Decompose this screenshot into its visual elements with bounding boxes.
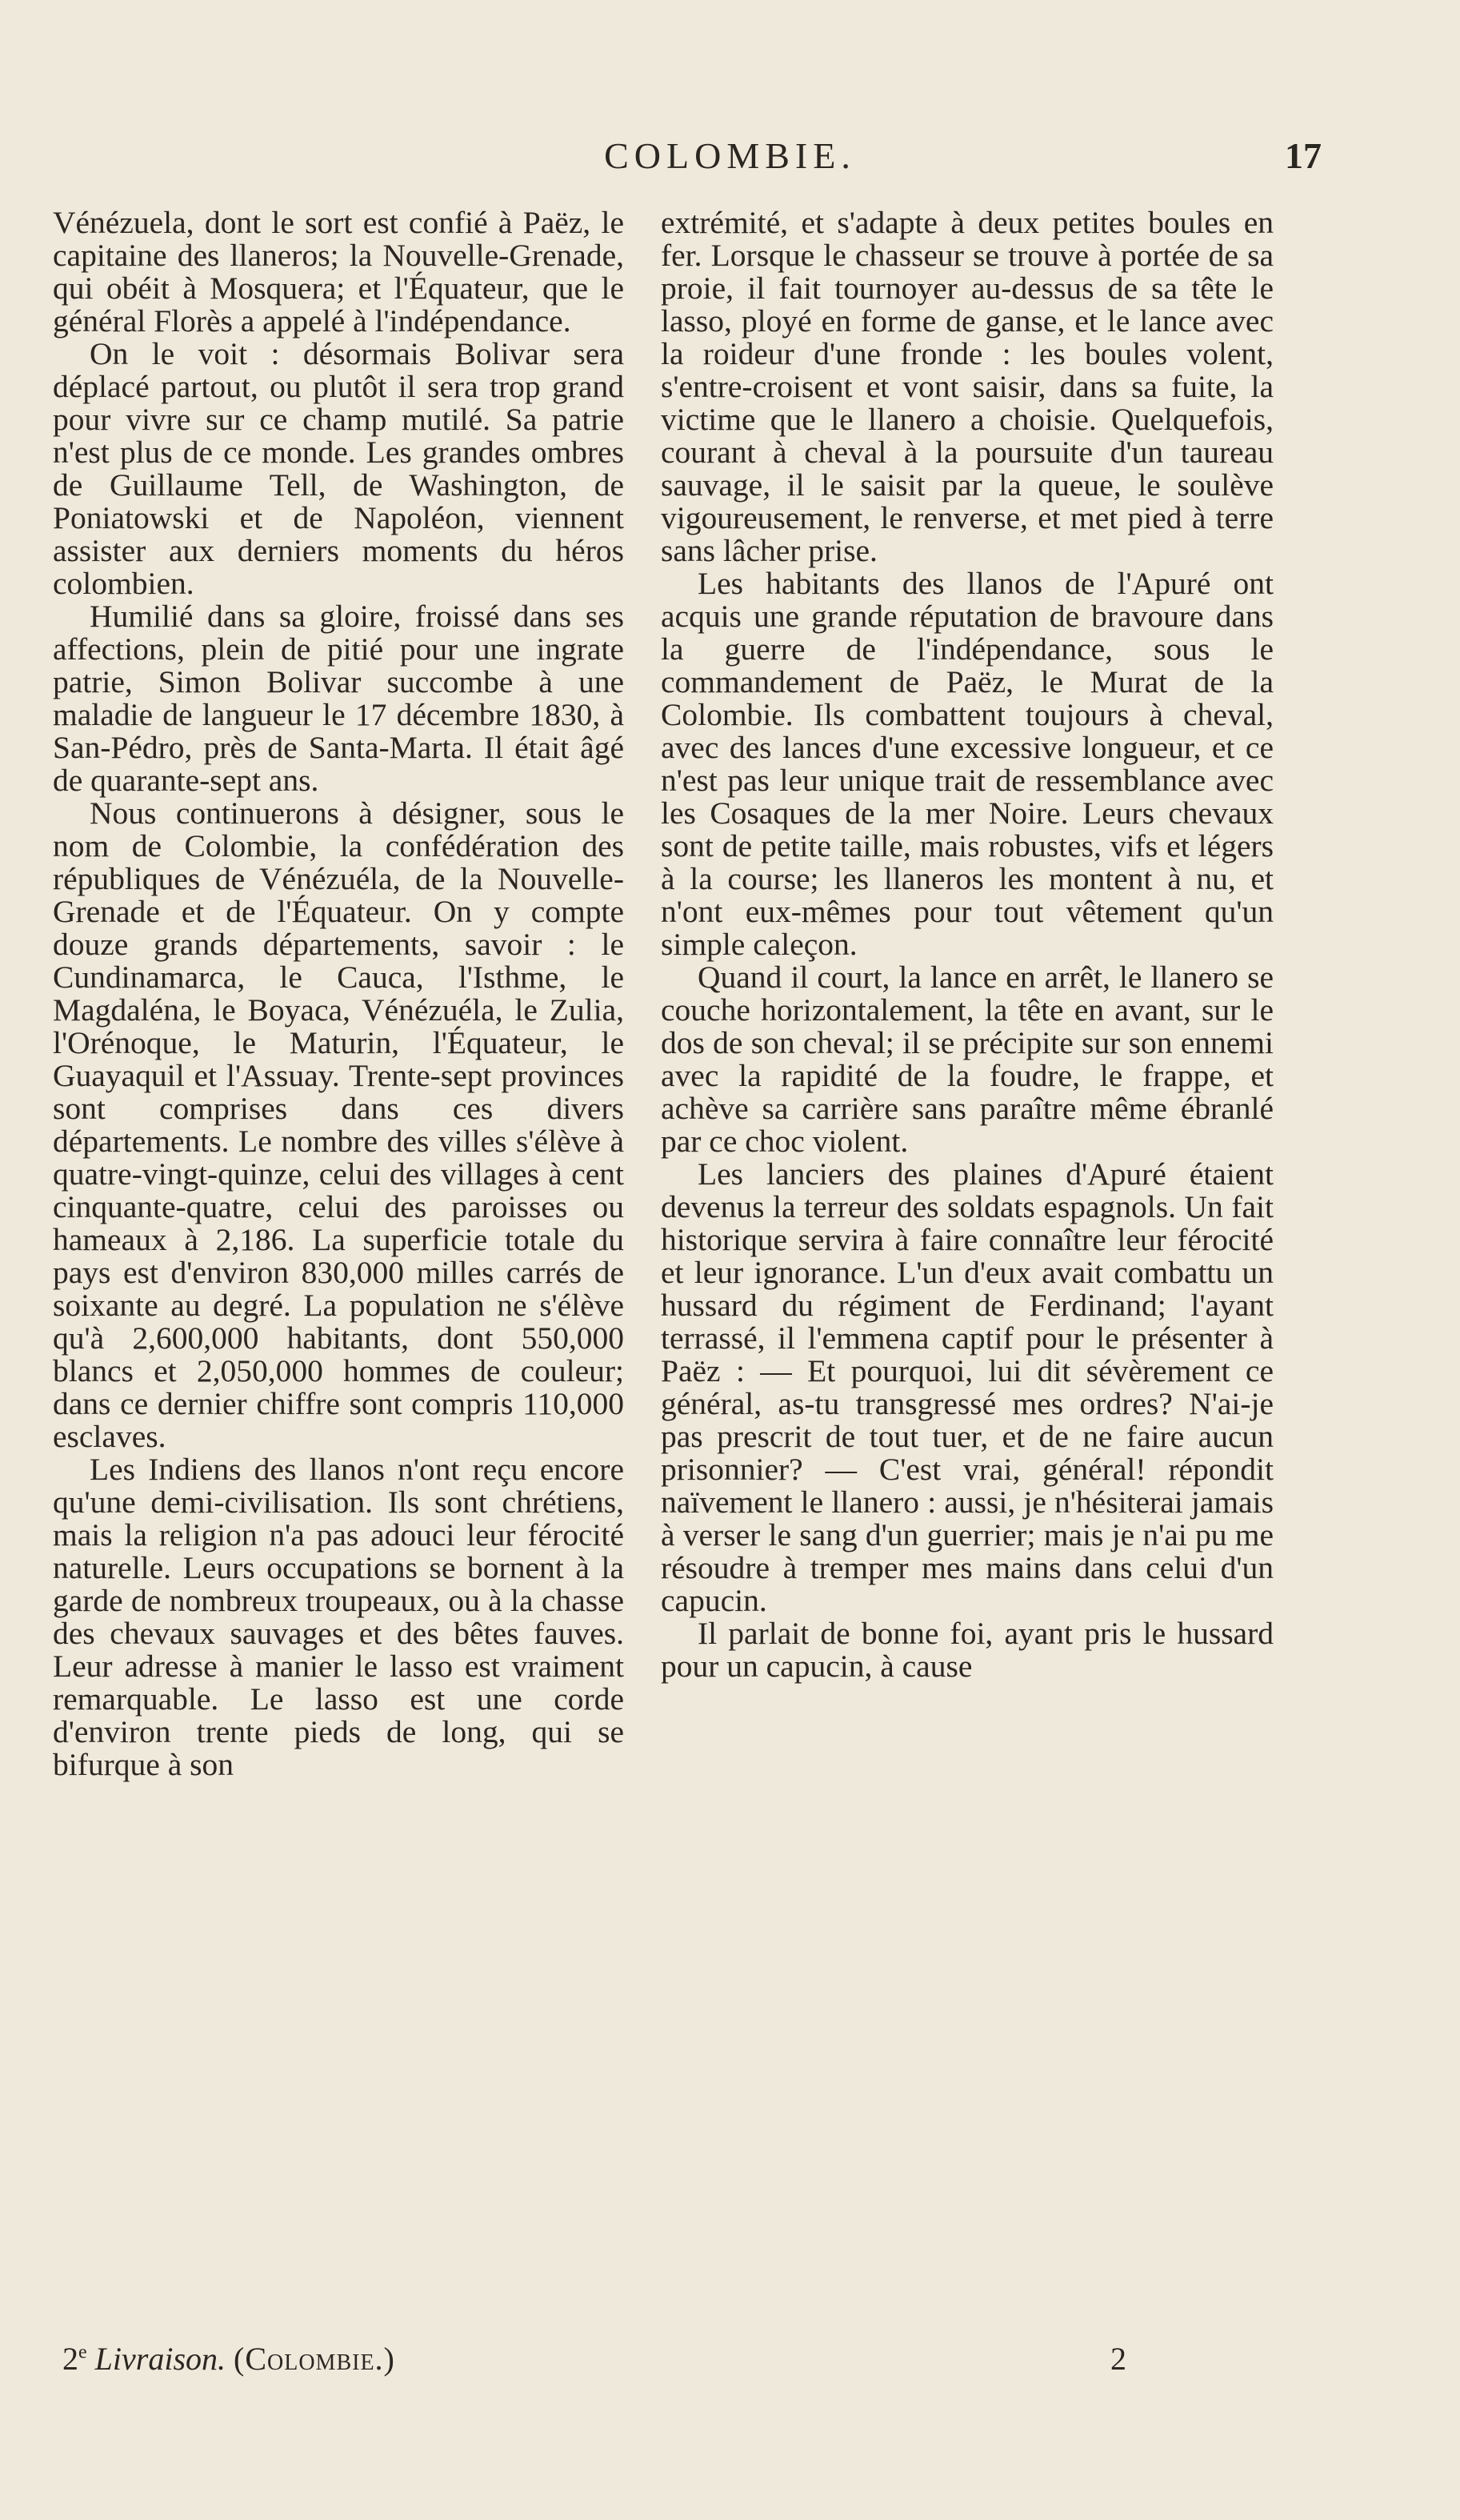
page-footer — [0, 2340, 1460, 2388]
paragraph — [661, 961, 1274, 1158]
paragraph-text: Vénézuela, dont le sort est confié à Paëz, le capitaine des llaneros; la Nouvelle-Grenade, qui obéit à Mosquera; et l'Équateur, que le général Florès a appelé à l'indépendance. — [53, 205, 624, 339]
paragraph-text: extrémité, et s'adapte à deux petites boules en fer. Lorsque le chasseur se trouve à portée de sa proie, il fait tournoyer au-dessus de sa tête le lasso, ployé en forme de ganse, et le lance avec la roideur d'une fronde : les boules volent, s'entre-croisent et vont saisir, dans sa fuite, la victime que le llanero a choisie. Quelquefois, courant à cheval à la poursuite d'un taureau sauvage, il le saisit par la queue, le soulève vigoureusement, le renverse, et met pied à terre sans lâcher prise. — [661, 205, 1274, 568]
paragraph-text: Il parlait de bonne foi, ayant pris le hussard pour un capucin, à cause — [661, 1616, 1274, 1684]
signature-number: 2 — [1110, 2341, 1126, 2377]
paragraph-text: Les habitants des llanos de l'Apuré ont acquis une grande réputation de bravoure dans la guerre de l'indépendance, sous le commandement de Paëz, le Murat de la Colombie. Ils combattent toujours à cheval, avec des lances d'une excessive longueur, et ce n'est pas leur unique trait de ressemblance avec les Cosaques de la mer Noire. Leurs chevaux sont de petite taille, mais robustes, vifs et légers à la course; les llaneros les montent à nu, et n'ont eux-mêmes pour tout vêtement qu'un simple caleçon. — [661, 566, 1274, 962]
page-title: COLOMBIE. — [604, 135, 856, 176]
paragraph-text: Quand il court, la lance en arrêt, le llanero se couche horizontalement, la tête en avant, sur le dos de son cheval; il se précipite sur son ennemi avec la rapidité de la foudre, le frappe, et achève sa carrière sans paraître même ébranlé par ce choc violent. — [661, 960, 1274, 1159]
paragraph-text: Nous continuerons à désigner, sous le nom de Colombie, la confédération des républiques de Vénézuéla, de la Nouvelle-Grenade et de l'Équateur. On y compte douze grands départements, savoir : le Cundinamarca, le Cauca, l'Isthme, le Magdaléna, le Boyaca, Vénézuéla, le Zulia, l'Orénoque, le Maturin, l'Équateur, le Guayaquil et l'Assuay. Trente-sept provinces sont comprises dans ces divers départements. Le nombre des villes s'élève à quatre-vingt-quinze, celui des villages à cent cinquante-quatre, celui des paroisses ou hameaux à 2,186. La superficie totale du pays est d'environ 830,000 milles carrés de soixante au degré. La population ne s'élève qu'à 2,600,000 habitants, dont 550,000 blancs et 2,050,000 hommes de couleur; dans ce dernier chiffre sont compris 110,000 esclaves. — [53, 795, 624, 1454]
livraison-title: (Colombie.) — [234, 2341, 395, 2377]
livraison-label: Livraison. — [94, 2341, 226, 2377]
livraison-signature — [62, 2340, 395, 2378]
paragraph — [661, 567, 1274, 961]
paragraph — [661, 1617, 1274, 1683]
left-column — [53, 206, 624, 1781]
page-number: 17 — [1285, 135, 1322, 176]
paragraph — [661, 206, 1274, 567]
paragraph — [53, 797, 624, 1453]
right-column — [661, 206, 1274, 1683]
paragraph-text: Les lanciers des plaines d'Apuré étaient devenus la terreur des soldats espagnols. Un fait historique servira à faire connaître leur férocité et leur ignorance. L'un d'eux avait combattu un hussard du régiment de Ferdinand; l'ayant terrassé, il l'emmena captif pour le présenter à Paëz : — Et pourquoi, lui dit sévèrement ce général, as-tu transgressé mes ordres? N'ai-je pas prescrit de tout tuer, et de ne faire aucun prisonnier? — C'est vrai, général! répondit naïvement le llanero : aussi, je n'hésiterai jamais à verser le sang d'un guerrier; mais je n'ai pu me résoudre à tremper mes mains dans celui d'un capucin. — [661, 1156, 1274, 1618]
paragraph-text: On le voit : désormais Bolivar sera déplacé partout, ou plutôt il sera trop grand pour vivre sur ce champ mutilé. Sa patrie n'est plus de ce monde. Les grandes ombres de Guillaume Tell, de Washington, de Poniatowski et de Napoléon, viennent assister aux derniers moments du héros colombien. — [53, 336, 624, 601]
paragraph — [53, 338, 624, 600]
paragraph — [53, 206, 624, 338]
paragraph — [53, 1453, 624, 1781]
livraison-suffix: e — [78, 2342, 87, 2363]
paragraph-text: Humilié dans sa gloire, froissé dans ses affections, plein de pitié pour une ingrate patrie, Simon Bolivar succombe à une maladie de langueur le 17 décembre 1830, à San-Pédro, près de Santa-Marta. Il était âgé de quarante-sept ans. — [53, 599, 624, 798]
livraison-number: 2 — [62, 2341, 78, 2377]
paragraph-text: Les Indiens des llanos n'ont reçu encore qu'une demi-civilisation. Ils sont chrétiens, mais la religion n'a pas adouci leur férocité naturelle. Leurs occupations se bornent à la garde de nombreux troupeaux, ou à la chasse des chevaux sauvages et des bêtes fauves. Leur adresse à manier le lasso est vraiment remarquable. Le lasso est une corde d'environ trente pieds de long, qui se bifurque à son — [53, 1452, 624, 1782]
paragraph — [661, 1158, 1274, 1617]
paragraph — [53, 600, 624, 797]
running-head — [0, 134, 1460, 182]
